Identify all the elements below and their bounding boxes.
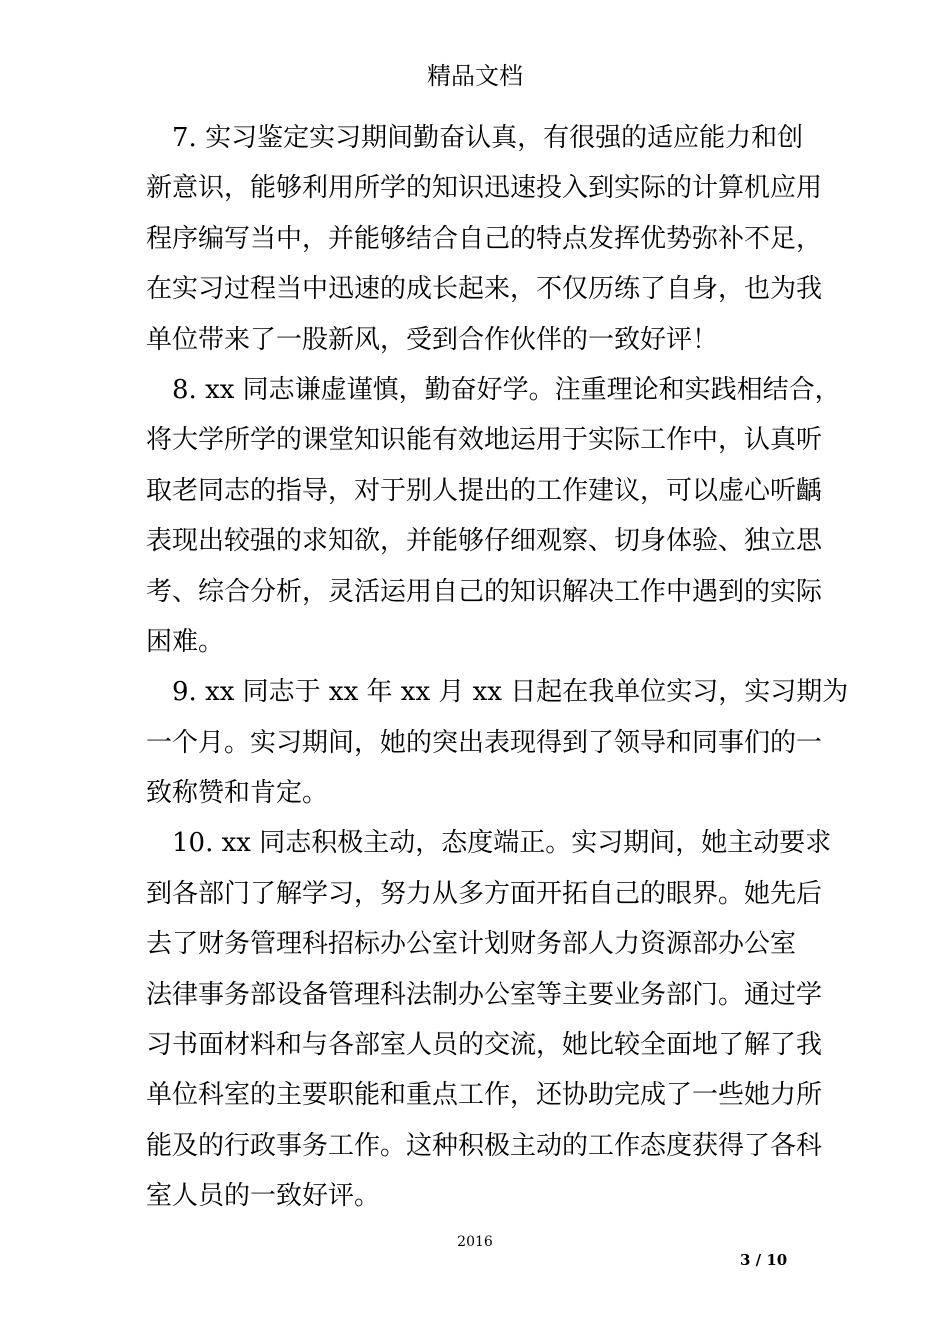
footer-year: 2016: [457, 1234, 493, 1250]
text-line: 9. xx 同志于 xx 年 xx 月 xx 日起在我单位实习，实习期为: [172, 677, 849, 708]
paragraph-8: [146, 365, 841, 667]
text-line: 考、综合分析，灵活运用自己的知识解决工作中遇到的实际: [146, 576, 823, 607]
text-line: 致称赞和肯定。: [146, 778, 329, 809]
text-line: 7. 实习鉴定实习期间勤奋认真，有很强的适应能力和创: [172, 123, 804, 153]
text-line: 新意识，能够利用所学的知识迅速投入到实际的计算机应用: [146, 173, 823, 204]
text-line: 单位带来了一股新风，受到合作伙伴的一致好评！: [146, 324, 719, 355]
text-line: 习书面材料和与各部室人员的交流，她比较全面地了解了我: [146, 1030, 823, 1061]
text-line: 一个月。实习期间，她的突出表现得到了领导和同事们的一: [146, 727, 823, 758]
page-number: 3 / 10: [740, 1251, 788, 1269]
text-line: 取老同志的指导，对于别人提出的工作建议，可以虚心听齲: [146, 475, 823, 506]
paragraph-9: [146, 667, 849, 818]
text-line: 表现出较强的求知欲，并能够仔细观察、切身体验、独立思: [146, 526, 823, 557]
text-line: 单位科室的主要职能和重点工作，还协助完成了一些她力所: [146, 1080, 823, 1111]
text-line: 在实习过程当中迅速的成长起来，不仅历练了自身，也为我: [146, 274, 823, 305]
text-line: 10. xx 同志积极主动，态度端正。实习期间，她主动要求: [172, 828, 832, 859]
text-line: 到各部门了解学习，努力从多方面开拓自己的眼界。她先后: [146, 878, 823, 909]
text-line: 去了财务管理科招标办公室计划财务部人力资源部办公室: [146, 929, 797, 960]
text-line: 困难。: [146, 626, 225, 657]
text-line: 法律事务部设备管理科法制办公室等主要业务部门。通过学: [146, 979, 823, 1010]
paragraph-10: [146, 818, 836, 1221]
text-line: 8. xx 同志谦虚谨慎，勤奋好学。注重理论和实践相结合，: [172, 374, 841, 405]
document-body: [146, 113, 849, 1222]
text-line: 室人员的一致好评。: [146, 1181, 381, 1212]
text-line: 将大学所学的课堂知识能有效地运用于实际工作中，认真听: [146, 425, 823, 456]
page-header-title: 精品文档: [427, 62, 523, 90]
text-line: 能及的行政事务工作。这种积极主动的工作态度获得了各科: [146, 1130, 823, 1161]
paragraph-7: [146, 113, 836, 365]
text-line: 程序编写当中，并能够结合自己的特点发挥优势弥补不足，: [146, 223, 823, 254]
